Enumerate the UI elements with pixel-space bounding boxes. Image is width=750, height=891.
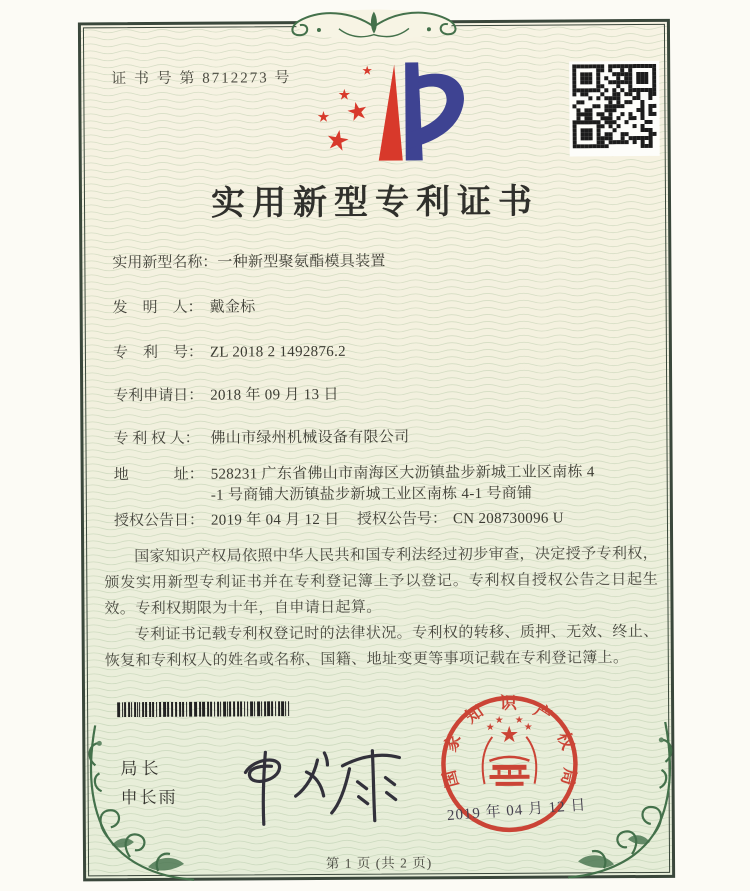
field-label: 发 明 人：: [112, 299, 203, 317]
legal-text: [104, 541, 659, 674]
address-line-1: 528231 广东省佛山市南海区大沥镇盐步新城工业区南栋 4: [210, 464, 595, 483]
logo-p-mark: [405, 62, 464, 160]
bottom-right-flourish-icon: [563, 722, 696, 883]
director-name-label: 申长雨: [120, 787, 178, 808]
certificate-page: [78, 19, 675, 882]
top-border-ornament-icon: [279, 4, 469, 45]
field-value: 戴金标: [209, 299, 256, 316]
director-signature: [227, 735, 428, 831]
address-line-2: -1 号商铺大沥镇盐步新城工业区南栋 4-1 号商铺: [210, 485, 533, 504]
field-patent-number: [113, 340, 673, 364]
legal-paragraph-1: 国家知识产权局依照中华人民共和国专利法经过初步审查，决定授予专利权，颁发实用新型专利证书并在专利登记簿上予以登记。专利权自授权公告之日起生效。专利权期限为十年，自申请日起算。: [104, 545, 659, 618]
bottom-left-flourish-icon: [65, 725, 198, 886]
field-label: 地 址：: [113, 466, 204, 484]
field-label: 授权公告号：: [356, 511, 448, 528]
field-label: 专 利 权 人：: [113, 430, 200, 448]
field-value: 佛山市绿州机械设备有限公司: [210, 429, 410, 447]
logo-red-stripe: [378, 64, 403, 160]
field-value: 2018 年 09 月 13 日: [210, 386, 339, 404]
field-value: CN 208730096 U: [452, 510, 564, 528]
seal-agency-text: 国家知识产权局: [439, 693, 580, 790]
field-value: 2019 年 04 月 12 日: [210, 511, 340, 529]
field-address: [114, 462, 674, 507]
legal-paragraph-2: 专利证书记载专利权登记时的法律状况。专利权的转移、质押、无效、终止、恢复和专利权人的姓名或名称、国籍、地址变更等事项记载在专利登记簿上。: [104, 623, 659, 670]
cnipa-patent-logo: [301, 56, 477, 165]
field-value: 一种新型聚氨酯模具装置: [217, 253, 386, 271]
field-patentee: [113, 426, 673, 450]
seal-national-emblem: [482, 716, 536, 786]
certificate-number: 证 书 号 第 8712273 号: [111, 70, 292, 88]
field-value: ZL 2018 2 1492876.2: [209, 343, 346, 361]
qr-code: [569, 61, 660, 157]
field-label: 专利申请日：: [113, 387, 204, 405]
document-title: 实用新型专利证书: [210, 183, 540, 223]
logo-stars: [317, 66, 372, 152]
field-grant-date: [114, 510, 340, 532]
field-utility-model-name: [112, 250, 672, 274]
seal-date: 2019 年 04 月 12 日: [446, 797, 588, 825]
page-number: 第 1 页 (共 2 页): [325, 855, 433, 871]
field-inventor: [113, 295, 673, 319]
field-filing-date: [113, 383, 673, 407]
field-label: 专 利 号：: [112, 344, 203, 362]
field-grant-number: [357, 508, 564, 530]
field-grant-row: [113, 508, 674, 530]
barcode: [117, 701, 291, 722]
field-label: 实用新型名称：: [112, 254, 218, 272]
director-title-label: 局长: [120, 758, 163, 779]
field-label: 授权公告日：: [113, 512, 205, 530]
